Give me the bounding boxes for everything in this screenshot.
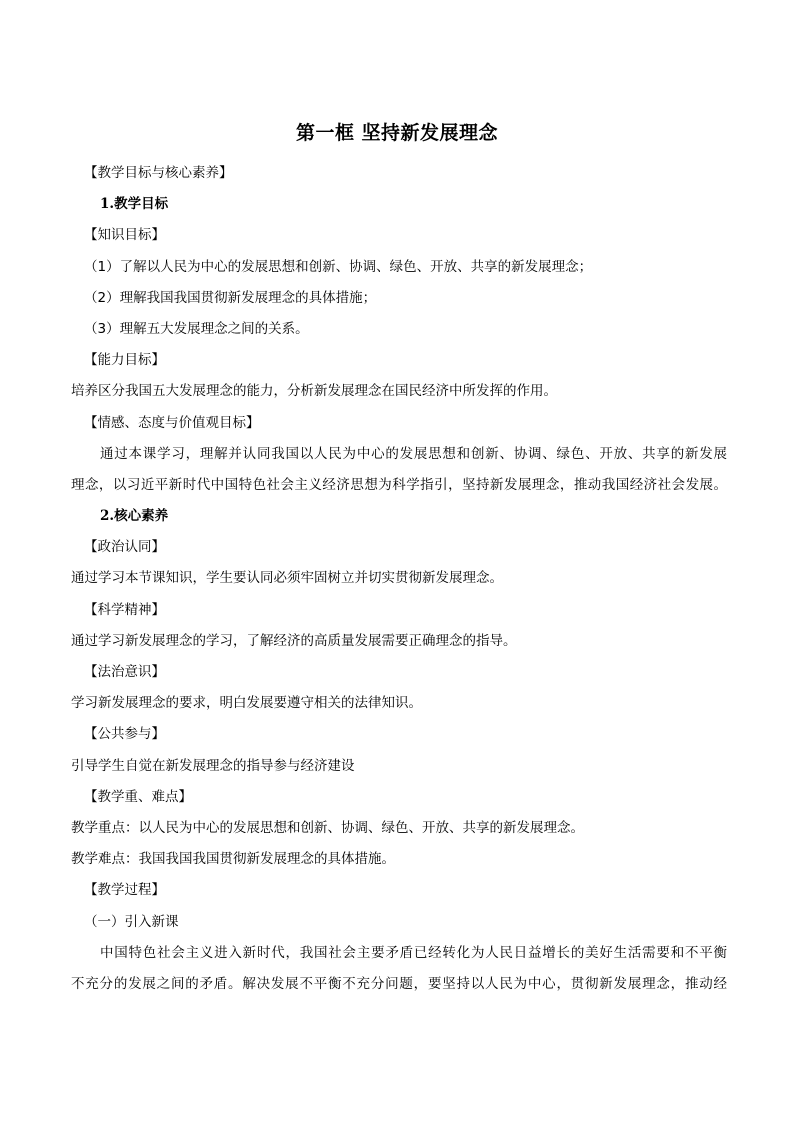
difficult-point-text: 教学难点：我国我国我国贯彻新发展理念的具体措施。 bbox=[71, 851, 395, 868]
public-participation-heading: 【公共参与】 bbox=[84, 726, 165, 743]
emotion-goal-heading: 【情感、态度与价值观目标】 bbox=[84, 414, 260, 431]
emotion-goal-text-line-1: 通过本课学习，理解并认同我国以人民为中心的发展思想和创新、协调、绿色、开放、共享的新发展 bbox=[100, 445, 727, 462]
scientific-spirit-text: 通过学习新发展理念的学习，了解经济的高质量发展需要正确理念的指导。 bbox=[71, 632, 517, 649]
page-title: 第一框 坚持新发展理念 bbox=[295, 122, 499, 144]
ability-goal-text: 培养区分我国五大发展理念的能力，分析新发展理念在国民经济中所发挥的作用。 bbox=[71, 383, 557, 400]
rule-of-law-text: 学习新发展理念的要求，明白发展要遵守相关的法律知识。 bbox=[71, 695, 422, 712]
knowledge-goal-item-3: （3）理解五大发展理念之间的关系。 bbox=[84, 320, 309, 337]
scientific-spirit-heading: 【科学精神】 bbox=[84, 601, 165, 618]
public-participation-text: 引导学生自觉在新发展理念的指导参与经济建设 bbox=[71, 757, 355, 774]
political-identity-text: 通过学习本节课知识，学生要认同必须牢固树立并切实贯彻新发展理念。 bbox=[71, 570, 503, 587]
core-literacy-heading: 2.核心素养 bbox=[100, 508, 169, 525]
knowledge-goal-item-2: （2）理解我国我国贯彻新发展理念的具体措施； bbox=[84, 289, 377, 306]
knowledge-goal-heading: 【知识目标】 bbox=[84, 227, 165, 244]
rule-of-law-heading: 【法治意识】 bbox=[84, 664, 165, 680]
key-point-text: 教学重点：以人民为中心的发展思想和创新、协调、绿色、开放、共享的新发展理念。 bbox=[71, 819, 584, 836]
key-difficult-heading: 【教学重、难点】 bbox=[84, 788, 192, 805]
intro-text-line-1: 中国特色社会主义进入新时代，我国社会主要矛盾已经转化为人民日益增长的美好生活需要和不平衡 bbox=[100, 944, 727, 961]
emotion-goal-text-line-2: 理念，以习近平新时代中国特色社会主义经济思想为科学指引，坚持新发展理念，推动我国经济社会发展。 bbox=[71, 476, 727, 493]
process-heading: 【教学过程】 bbox=[84, 882, 165, 899]
intro-text-line-2: 不充分的发展之间的矛盾。解决发展不平衡不充分问题，要坚持以人民为中心，贯彻新发展理念，推动经 bbox=[71, 975, 727, 992]
political-identity-heading: 【政治认同】 bbox=[84, 539, 165, 556]
intro-heading: （一）引入新课 bbox=[84, 913, 179, 930]
document-body bbox=[71, 158, 727, 1000]
knowledge-goal-item-1: （1）了解以人民为中心的发展思想和创新、协调、绿色、开放、共享的新发展理念； bbox=[84, 258, 593, 275]
teaching-goal-heading: 1.教学目标 bbox=[100, 196, 169, 213]
objectives-heading: 【教学目标与核心素养】 bbox=[84, 165, 233, 181]
ability-goal-heading: 【能力目标】 bbox=[84, 352, 165, 369]
